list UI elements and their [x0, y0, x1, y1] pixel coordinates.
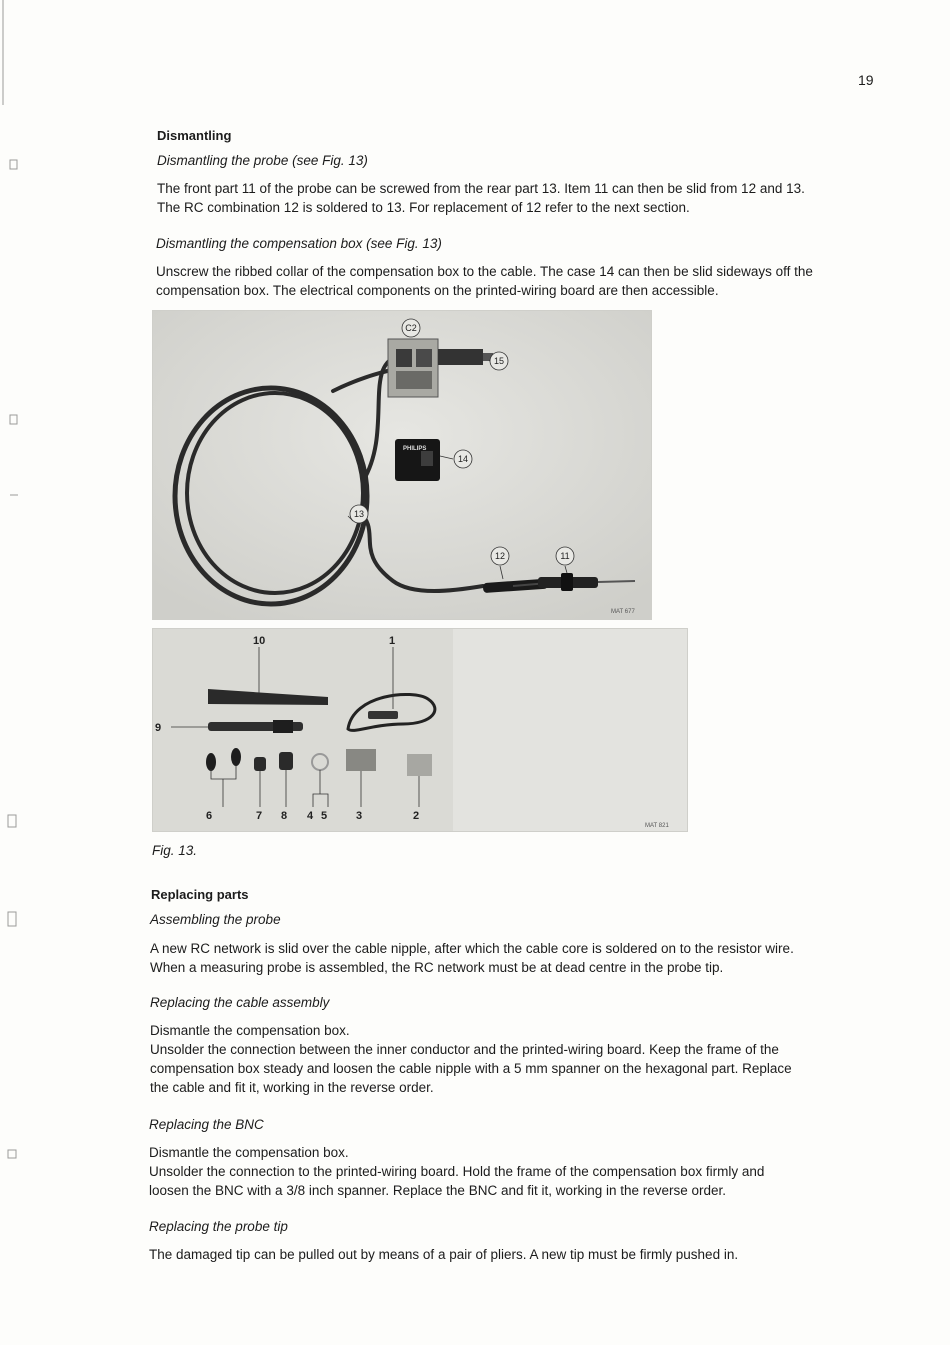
callout-13: 13: [353, 509, 365, 519]
text-line: compensation box steady and loosen the cable nipple with a 5 mm spanner on the hexagonal part. Replace: [150, 1061, 792, 1076]
subheading-replacing-tip: Replacing the probe tip: [149, 1219, 288, 1234]
spare-parts-photo: [152, 628, 688, 832]
paragraph-replacing-bnc: [149, 1143, 764, 1200]
text-line: loosen the BNC with a 3/8 inch spanner. Replace the BNC and fit it, working in the reverse order.: [149, 1183, 727, 1198]
paragraph-dismantling-probe: [157, 179, 805, 217]
subheading-dismantling-probe: Dismantling the probe (see Fig. 13): [157, 153, 368, 168]
label-7: 7: [256, 810, 263, 822]
text-line: The RC combination 12 is soldered to 13. For replacement of 12 refer to the next section.: [157, 200, 690, 215]
label-6: 6: [206, 810, 213, 822]
paragraph-replacing-cable: [150, 1021, 792, 1097]
text-line: Dismantle the compensation box.: [149, 1145, 349, 1160]
callout-15: 15: [493, 356, 505, 366]
label-8: 8: [281, 810, 288, 822]
label-4: 4: [307, 810, 314, 822]
text-line: the cable and fit it, working in the reverse order.: [150, 1080, 434, 1095]
text-line: The front part 11 of the probe can be screwed from the rear part 13. Item 11 can then be slid from 12 and 13.: [157, 181, 805, 196]
label-2: 2: [413, 810, 420, 822]
text-line: compensation box. The electrical components on the printed-wiring board are then accessible.: [156, 283, 719, 298]
text-line: When a measuring probe is assembled, the RC network must be at dead centre in the probe tip.: [150, 960, 724, 975]
text-line: Dismantle the compensation box.: [150, 1023, 350, 1038]
callout-14: 14: [457, 454, 469, 464]
photo-code-bottom: MAT 821: [645, 823, 669, 829]
paragraph-assembling-probe: [150, 939, 794, 977]
page-number: 19: [858, 72, 874, 88]
subheading-replacing-cable: Replacing the cable assembly: [150, 995, 330, 1010]
label-5: 5: [321, 810, 328, 822]
callout-12: 12: [494, 551, 506, 561]
callout-11: 11: [560, 551, 570, 561]
photo-code-top: MAT 677: [611, 609, 635, 615]
callout-c2: C2: [405, 323, 417, 333]
label-3: 3: [356, 810, 363, 822]
label-9: 9: [155, 722, 162, 734]
text-line: Unsolder the connection between the inner conductor and the printed-wiring board. Keep the frame of the: [150, 1042, 779, 1057]
subheading-replacing-bnc: Replacing the BNC: [149, 1117, 264, 1132]
section-heading-replacing: Replacing parts: [151, 887, 249, 902]
section-heading-dismantling: Dismantling: [157, 128, 232, 143]
label-10: 10: [253, 635, 266, 647]
paragraph-dismantling-box: [156, 262, 813, 300]
label-1: 1: [389, 635, 396, 647]
paragraph-replacing-tip: [149, 1245, 738, 1264]
text-line: The damaged tip can be pulled out by means of a pair of pliers. A new tip must be firmly pushed in.: [149, 1247, 739, 1262]
brand-text: PHILIPS: [403, 446, 427, 452]
text-line: Unsolder the connection to the printed-wiring board. Hold the frame of the compensation box firmly and: [149, 1164, 765, 1179]
text-line: Unscrew the ribbed collar of the compensation box to the cable. The case 14 can then be slid sideways off the: [156, 264, 813, 279]
scan-margin-marks: [0, 0, 30, 1345]
subheading-assembling-probe: Assembling the probe: [150, 912, 281, 927]
subheading-dismantling-box: Dismantling the compensation box (see Fig. 13): [156, 236, 442, 251]
text-line: A new RC network is slid over the cable nipple, after which the cable core is soldered on to the resistor wire.: [150, 941, 794, 956]
figure-caption: Fig. 13.: [152, 843, 198, 858]
probe-assembly-photo: [152, 310, 652, 620]
